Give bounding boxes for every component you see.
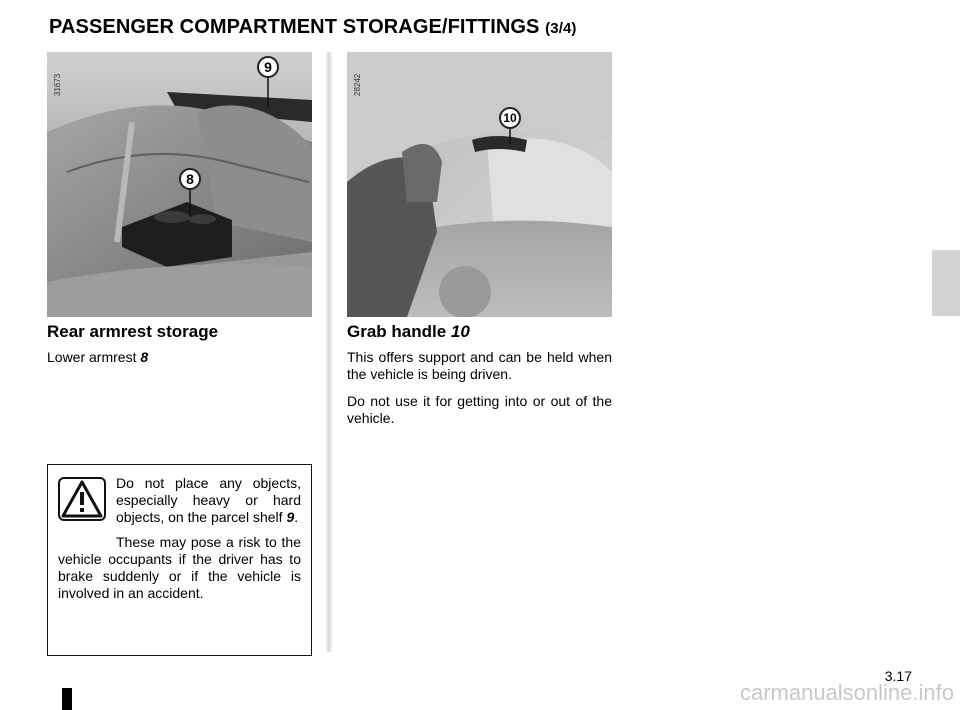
callout-9: 9 xyxy=(257,56,279,78)
warning-para-2: These may pose a risk to the vehicle occupants if the driver has to brake suddenly or if the vehicle is involved in an accident. xyxy=(58,534,301,601)
callout-10: 10 xyxy=(499,107,521,129)
ref-number: 8 xyxy=(140,349,149,365)
warning-text xyxy=(58,475,301,610)
warning-ref: 9 xyxy=(286,509,295,525)
figure-ref-code: 28242 xyxy=(353,73,362,96)
page-number: 3.17 xyxy=(884,668,912,684)
column-divider xyxy=(326,52,332,652)
watermark: carmanualsonline.info xyxy=(739,680,954,705)
text-prefix: Lower armrest xyxy=(47,349,141,365)
grab-handle-illustration xyxy=(347,52,612,317)
section-heading-grab-handle xyxy=(347,322,470,342)
grab-handle-para-2: Do not use it for getting into or out of the vehicle. xyxy=(347,393,612,426)
figure-ref-code: 31673 xyxy=(53,73,62,96)
heading-prefix: Grab handle xyxy=(347,322,451,341)
grab-handle-para-1: This offers support and can be held when the vehicle is being driven. xyxy=(347,349,612,382)
corner-mark xyxy=(62,688,72,710)
warning-para-1-text: Do not place any objects, especially heavy or hard objects, on the parcel shelf xyxy=(116,475,301,525)
page-part: (3/4) xyxy=(545,20,577,37)
page-title xyxy=(49,16,577,39)
rear-armrest-text xyxy=(47,349,312,366)
warning-para-1 xyxy=(58,475,301,526)
rear-armrest-photo xyxy=(47,52,312,317)
page-title-text: PASSENGER COMPARTMENT STORAGE/FITTINGS xyxy=(49,16,540,38)
grab-handle-text xyxy=(347,349,612,437)
chapter-tab xyxy=(932,250,960,316)
callout-8: 8 xyxy=(179,168,201,190)
section-heading-rear-armrest: Rear armrest storage xyxy=(47,322,219,341)
grab-handle-photo xyxy=(347,52,612,317)
heading-ref: 10 xyxy=(450,322,470,341)
warning-box xyxy=(47,464,312,656)
warning-para-1-end: . xyxy=(294,509,299,525)
